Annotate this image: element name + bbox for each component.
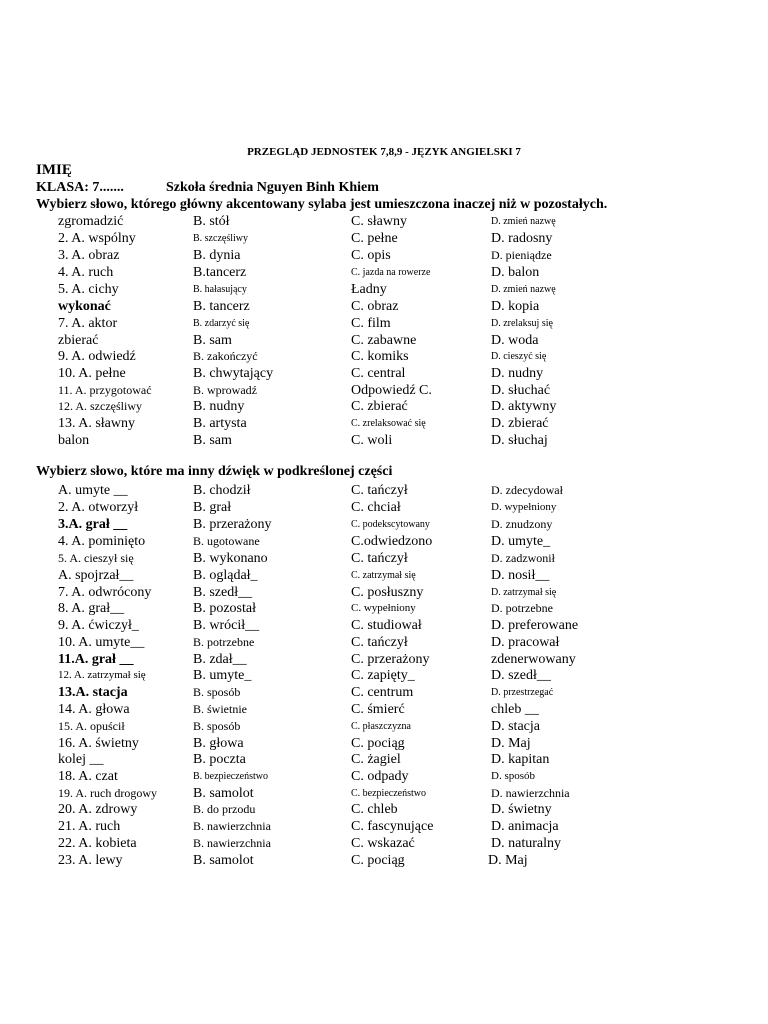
section1-row [0, 432, 768, 449]
option-d: D. stacja [491, 719, 540, 734]
option-a: 7. A. aktor [58, 316, 118, 331]
option-b: B. stół [193, 214, 230, 229]
option-d: D. nudny [491, 366, 544, 381]
option-b: B. hałasujący [193, 284, 247, 295]
section2-row [0, 550, 768, 567]
option-a: zbierać [58, 333, 99, 348]
option-b: B. nudny [193, 399, 245, 414]
section2-row [0, 718, 768, 735]
option-c: C. tańczył [351, 551, 408, 566]
option-a: 23. A. lewy [58, 853, 123, 868]
option-c: C. centrum [351, 685, 414, 700]
option-a: 21. A. ruch [58, 819, 121, 834]
section2-row [0, 751, 768, 768]
page-title: PRZEGLĄD JEDNOSTEK 7,8,9 - JĘZYK ANGIELSKI 7 [247, 146, 521, 158]
option-d: D. zmień nazwę [491, 216, 556, 227]
class-field: KLASA: 7....... [36, 180, 124, 195]
option-d: D. animacja [491, 819, 559, 834]
option-a: 9. A. odwiedź [58, 349, 136, 364]
option-b: B. potrzebne [193, 635, 255, 649]
option-d: D. świetny [491, 802, 552, 817]
option-a: 3. A. obraz [58, 248, 120, 263]
option-d: D. balon [491, 265, 540, 280]
option-a: 14. A. głowa [58, 702, 130, 717]
section2-row [0, 567, 768, 584]
option-b: B. poczta [193, 752, 246, 767]
section1-row [0, 264, 768, 281]
option-d: D. zmień nazwę [491, 284, 556, 295]
option-c: C. odpady [351, 769, 409, 784]
option-a: 22. A. kobieta [58, 836, 137, 851]
option-a: 19. A. ruch drogowy [58, 786, 157, 800]
section1-instruction: Wybierz słowo, którego główny akcentowany sylaba jest umieszczona inaczej niż w pozostałych. [36, 197, 608, 212]
option-d: D. Maj [491, 736, 531, 751]
option-c: C. pociąg [351, 853, 405, 868]
option-d: D. nawierzchnia [491, 786, 570, 800]
option-d: D. nosił__ [491, 568, 550, 583]
option-c: C. śmierć [351, 702, 405, 717]
option-b: B. szedł__ [193, 585, 253, 600]
option-b: B. oglądał_ [193, 568, 258, 583]
option-a: 4. A. ruch [58, 265, 114, 280]
option-d: D. aktywny [491, 399, 557, 414]
section1-row [0, 247, 768, 264]
option-c: C. zabawne [351, 333, 417, 348]
option-a: 4. A. pominięto [58, 534, 146, 549]
option-a: 15. A. opuścił [58, 719, 125, 733]
option-a: 13. A. sławny [58, 416, 135, 431]
section2-row [0, 801, 768, 818]
option-a: 12. A. zatrzymał się [58, 669, 146, 681]
option-b: B. zdarzyć się [193, 318, 250, 329]
option-d: D. naturalny [491, 836, 561, 851]
option-c: C. komiks [351, 349, 409, 364]
option-b: B. wykonano [193, 551, 268, 566]
option-b: B. szczęśliwy [193, 233, 248, 244]
option-d: D. kopia [491, 299, 540, 314]
option-c: C. zbierać [351, 399, 408, 414]
section1-row [0, 365, 768, 382]
option-d: zdenerwowany [491, 652, 576, 667]
option-a: 10. A. pełne [58, 366, 126, 381]
option-a: wykonać [58, 299, 111, 314]
option-d: D. zdecydował [491, 483, 563, 497]
option-d: D. umyte_ [491, 534, 551, 549]
option-c: C. opis [351, 248, 391, 263]
option-c: C. woli [351, 433, 393, 448]
option-a: kolej __ [58, 752, 104, 767]
option-c: C. zapięty_ [351, 668, 415, 683]
section1-row [0, 398, 768, 415]
section2-row [0, 768, 768, 785]
option-d: D. wypełniony [491, 501, 557, 513]
option-d: D. woda [491, 333, 539, 348]
section1-row [0, 298, 768, 315]
option-b: B. wprowadź [193, 383, 257, 397]
option-a: 20. A. zdrowy [58, 802, 138, 817]
section2-row [0, 651, 768, 668]
option-d: D. słuchać [491, 383, 551, 398]
option-b: B. chodził [193, 483, 251, 498]
option-a: 18. A. czat [58, 769, 118, 784]
option-b: B. artysta [193, 416, 247, 431]
section1-row [0, 315, 768, 332]
option-a: 5. A. cichy [58, 282, 119, 297]
option-d: D. kapitan [491, 752, 550, 767]
section1-row [0, 281, 768, 298]
option-b: B. chwytający [193, 366, 274, 381]
option-c: C. zrelaksować się [351, 418, 426, 429]
option-c: C. pełne [351, 231, 398, 246]
option-b: B. tancerz [193, 299, 250, 314]
option-b: B. ugotowane [193, 534, 260, 548]
section2-row [0, 818, 768, 835]
option-c: C. żagiel [351, 752, 401, 767]
option-a: 10. A. umyte__ [58, 635, 145, 650]
option-d: D. słuchaj [491, 433, 548, 448]
option-c: C. jazda na rowerze [351, 267, 431, 278]
option-c: C. posłuszny [351, 585, 424, 600]
option-c: C. film [351, 316, 391, 331]
option-b: B. umyte_ [193, 668, 252, 683]
option-b: B. świetnie [193, 702, 247, 716]
option-d: D. potrzebne [491, 601, 553, 615]
section2-row [0, 584, 768, 601]
option-a: zgromadzić [58, 214, 124, 229]
class-label [36, 180, 379, 196]
option-d: chleb __ [491, 702, 539, 717]
option-a: 9. A. ćwiczył_ [58, 618, 139, 633]
option-a: 16. A. świetny [58, 736, 139, 751]
option-d: D. zbierać [491, 416, 549, 431]
option-c: C. chleb [351, 802, 398, 817]
section2-row [0, 533, 768, 550]
option-b: B. samolot [193, 853, 254, 868]
option-c: C. central [351, 366, 406, 381]
option-c: C. podekscytowany [351, 519, 430, 530]
option-c: C. pociąg [351, 736, 405, 751]
option-a: 2. A. wspólny [58, 231, 136, 246]
option-a: balon [58, 433, 90, 448]
section2-instruction: Wybierz słowo, które ma inny dźwięk w podkreślonej części [36, 464, 393, 479]
option-d: D. znudzony [491, 517, 553, 531]
section2-row [0, 667, 768, 684]
option-d: D. radosny [491, 231, 553, 246]
option-c: C. obraz [351, 299, 399, 314]
option-d: D. pracował [491, 635, 560, 650]
section1-row [0, 415, 768, 432]
option-b: B. sposób [193, 719, 241, 733]
section2-row [0, 684, 768, 701]
option-b: B. do przodu [193, 802, 256, 816]
option-c: C. zatrzymał się [351, 570, 416, 581]
option-b: B. sposób [193, 685, 241, 699]
option-d: D. zrelaksuj się [491, 318, 553, 329]
section2-row [0, 835, 768, 852]
section2-row [0, 482, 768, 499]
option-a: 7. A. odwrócony [58, 585, 152, 600]
section1-row [0, 230, 768, 247]
option-b: B. grał [193, 500, 232, 515]
option-c: C. bezpieczeństwo [351, 788, 426, 799]
option-c: Ładny [351, 282, 387, 297]
option-c: C. studiował [351, 618, 422, 633]
option-b: B. zdał__ [193, 652, 247, 667]
name-label: IMIĘ [36, 162, 72, 178]
option-c: C. przerażony [351, 652, 430, 667]
option-a: A. spojrzał__ [58, 568, 134, 583]
option-d: D. szedł__ [491, 668, 551, 683]
option-b: B. bezpieczeństwo [193, 771, 268, 782]
option-d: D. zadzwonił [491, 551, 555, 565]
option-c: Odpowiedź C. [351, 383, 432, 398]
option-d: D. pieniądze [491, 248, 552, 262]
section2-row [0, 852, 768, 869]
section2-row [0, 634, 768, 651]
section2-row [0, 701, 768, 718]
section2-row [0, 617, 768, 634]
option-a: 11.A. grał __ [58, 652, 134, 667]
option-c: C. płaszczyzna [351, 721, 411, 732]
option-a: 5. A. cieszył się [58, 551, 134, 565]
option-c: C. wypełniony [351, 602, 416, 614]
option-b: B.tancerz [193, 265, 247, 280]
option-c: C. chciał [351, 500, 401, 515]
section1-row [0, 382, 768, 399]
option-a: 11. A. przygotować [58, 383, 152, 397]
option-b: B. wrócił__ [193, 618, 260, 633]
option-b: B. samolot [193, 786, 254, 801]
option-b: B. przerażony [193, 517, 272, 532]
option-a: 8. A. grał__ [58, 601, 125, 616]
option-b: B. nawierzchnia [193, 819, 271, 833]
option-c: C. sławny [351, 214, 407, 229]
section2-row [0, 785, 768, 802]
option-d: D. przestrzegać [491, 687, 554, 698]
section2-row [0, 600, 768, 617]
option-d: D. cieszyć się [491, 351, 547, 362]
option-c: C. tańczył [351, 635, 408, 650]
option-b: B. dynia [193, 248, 241, 263]
option-b: B. sam [193, 333, 232, 348]
option-d: D. zatrzymał się [491, 587, 557, 598]
option-d: D. sposób [491, 770, 536, 782]
section1-row [0, 213, 768, 230]
option-d: D. Maj [488, 853, 528, 868]
option-a: 12. A. szczęśliwy [58, 399, 142, 413]
option-a: A. umyte __ [58, 483, 128, 498]
section2-row [0, 735, 768, 752]
section1-row [0, 332, 768, 349]
option-b: B. pozostał [193, 601, 256, 616]
option-b: B. głowa [193, 736, 244, 751]
section1-row [0, 348, 768, 365]
option-b: B. sam [193, 433, 232, 448]
option-a: 13.A. stacja [58, 685, 128, 700]
section2-row [0, 499, 768, 516]
section2-row [0, 516, 768, 533]
option-a: 3.A. grał __ [58, 517, 128, 532]
option-c: C. wskazać [351, 836, 415, 851]
option-c: C. fascynujące [351, 819, 434, 834]
option-a: 2. A. otworzył [58, 500, 139, 515]
option-d: D. preferowane [491, 618, 579, 633]
option-b: B. nawierzchnia [193, 836, 271, 850]
option-c: C.odwiedzono [351, 534, 433, 549]
option-b: B. zakończyć [193, 349, 258, 363]
school-name: Szkoła średnia Nguyen Binh Khiem [166, 180, 379, 195]
option-c: C. tańczył [351, 483, 408, 498]
